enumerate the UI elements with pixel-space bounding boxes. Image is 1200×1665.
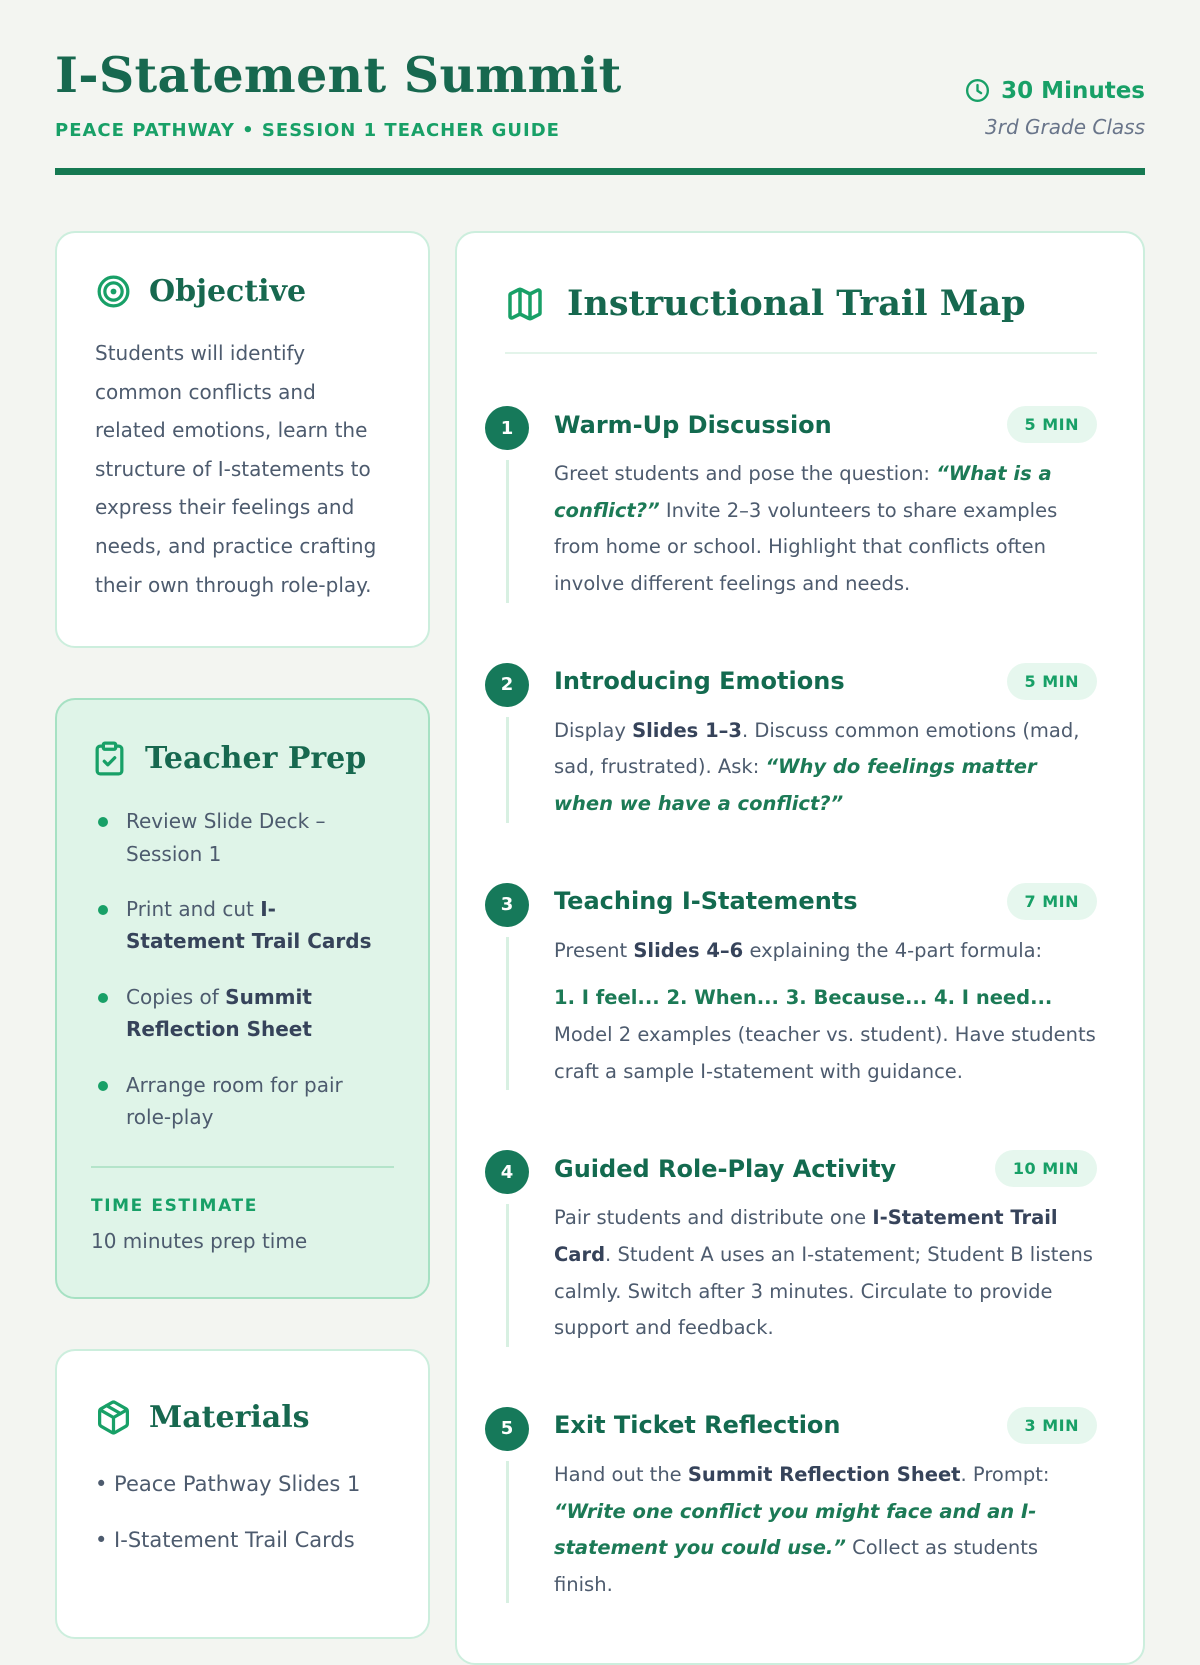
step-item (485, 1407, 1097, 1624)
prep-item (91, 805, 394, 870)
text-segment: I-Statement Trail Card (554, 1206, 1058, 1266)
step-number-badge: 3 (485, 883, 529, 927)
materials-title: Materials (149, 1400, 310, 1436)
step-number-badge: 5 (485, 1407, 529, 1451)
step-body (554, 1457, 1097, 1604)
trail-connector-line (506, 717, 509, 823)
text-segment: Collect as students finish. (554, 1536, 1039, 1596)
step-duration-badge: 7 MIN (1007, 883, 1097, 920)
clipboard-check-icon (91, 740, 128, 777)
time-estimate-value: 10 minutes prep time (91, 1229, 308, 1254)
step-header-row (554, 1150, 1097, 1187)
target-icon (95, 273, 132, 310)
page-title: I-Statement Summit (55, 46, 622, 104)
materials-item: • I-Statement Trail Cards (95, 1527, 355, 1552)
sidebar (55, 231, 430, 1639)
step-body (554, 713, 1097, 823)
step-header-row (554, 406, 1097, 443)
step-content (554, 883, 1097, 1091)
trail-connector-line (506, 1461, 509, 1604)
text-segment: . Discuss common emotions (mad, sad, frustrated). Ask: (554, 718, 1080, 779)
text-segment: “Write one conflict you might face and an I-statement you could use.” (554, 1499, 1037, 1560)
step-duration-badge: 5 MIN (1007, 663, 1097, 700)
step-content (554, 406, 1097, 603)
text-segment: Slides 4–6 (633, 938, 744, 962)
step-duration-badge: 10 MIN (995, 1150, 1097, 1187)
materials-item: • Peace Pathway Slides 1 (95, 1472, 361, 1497)
prep-item (91, 893, 394, 958)
text-segment: Arrange room for pair role-play (126, 1072, 343, 1129)
text-segment: 1. I feel... 2. When... 3. Because... 4. I need... (554, 986, 1053, 1010)
step-content (554, 663, 1097, 823)
step-header-row (554, 1407, 1097, 1444)
step-rail (485, 1150, 529, 1347)
trail-map-card (455, 231, 1145, 1665)
step-rail (485, 883, 529, 1091)
header-rule (55, 168, 1145, 175)
text-segment: “What is a conflict?” (554, 462, 1052, 522)
step-body (554, 933, 1097, 1091)
prep-divider (91, 1166, 394, 1168)
prep-item (91, 981, 394, 1046)
trail-map-title: Instructional Trail Map (567, 283, 1026, 324)
text-segment: I-Statement Trail Cards (126, 896, 372, 954)
text-segment: “Why do feelings matter when we have a conflict?” (554, 755, 1037, 815)
text-segment: Summit Reflection Sheet (687, 1462, 961, 1486)
step-content (554, 1407, 1097, 1604)
text-segment: Pair students and distribute one (554, 1206, 873, 1230)
step-item (485, 406, 1097, 663)
step-title: Guided Role-Play Activity (554, 1154, 897, 1183)
text-segment: Copies of (126, 984, 226, 1009)
teacher-prep-card (55, 698, 430, 1299)
text-segment: Display (554, 718, 633, 742)
text-segment: . Student A uses an I-statement; Student B listens calmly. Switch after 3 minutes. Circulate to provide support and feedback. (554, 1242, 1093, 1340)
teacher-prep-title: Teacher Prep (145, 741, 367, 777)
materials-list (95, 1466, 390, 1559)
step-header-row (554, 883, 1097, 920)
trail-connector-line (506, 937, 509, 1091)
step-number-badge: 4 (485, 1150, 529, 1194)
text-segment: Review Slide Deck – Session 1 (126, 809, 326, 866)
duration-badge (964, 77, 1145, 104)
clock-icon (964, 77, 991, 104)
text-segment: Hand out the (554, 1462, 688, 1486)
text-segment: Print and cut (126, 896, 261, 921)
step-number-badge: 2 (485, 663, 529, 707)
step-rail (485, 663, 529, 823)
time-estimate-label: TIME ESTIMATE (91, 1196, 258, 1217)
grade-label: 3rd Grade Class (985, 115, 1145, 139)
objective-body: Students will identify common conflicts and related emotions, learn the structure of I-statements to express their feelings and needs, and practice crafting their own through role-play. (95, 341, 377, 597)
step-body (554, 1200, 1097, 1347)
text-segment: Model 2 examples (teacher vs. student). Have students craft a sample I-statement with guidance. (554, 1022, 1096, 1083)
text-segment: Slides 1–3 (632, 718, 742, 742)
text-segment: Invite 2–3 volunteers to share examples from home or school. Highlight that conflicts often involve different feelings and needs. (554, 498, 1058, 595)
step-rail (485, 1407, 529, 1604)
objective-card (55, 231, 430, 648)
header (55, 46, 1145, 141)
text-segment: . Prompt: (960, 1462, 1050, 1486)
map-icon (505, 284, 545, 324)
trail-steps (485, 406, 1097, 1623)
page-subtitle: PEACE PATHWAY • SESSION 1 TEACHER GUIDE (55, 120, 560, 141)
trail-connector-line (506, 1204, 509, 1347)
step-title: Teaching I-Statements (554, 887, 858, 916)
step-number-badge: 1 (485, 406, 529, 450)
objective-title: Objective (149, 274, 307, 309)
trail-connector-line (506, 460, 509, 603)
package-icon (95, 1399, 132, 1436)
step-item (485, 1150, 1097, 1407)
duration-label: 30 Minutes (1001, 77, 1145, 104)
step-header-row (554, 663, 1097, 700)
materials-card (55, 1349, 430, 1639)
step-item (485, 663, 1097, 883)
text-segment: explaining the 4-part formula: (743, 938, 1043, 962)
step-content (554, 1150, 1097, 1347)
step-title: Warm-Up Discussion (554, 410, 832, 439)
step-rail (485, 406, 529, 603)
step-duration-badge: 3 MIN (1007, 1407, 1097, 1444)
prep-item (91, 1069, 394, 1134)
trail-map-divider (505, 352, 1097, 354)
step-body (554, 456, 1097, 603)
text-segment: Present (554, 938, 634, 962)
text-segment: Greet students and pose the question: (554, 462, 937, 485)
text-segment: Summit Reflection Sheet (126, 984, 312, 1042)
prep-list (91, 805, 394, 1133)
step-title: Introducing Emotions (554, 667, 845, 696)
step-item (485, 883, 1097, 1151)
step-title: Exit Ticket Reflection (554, 1411, 841, 1440)
step-duration-badge: 5 MIN (1007, 406, 1097, 443)
